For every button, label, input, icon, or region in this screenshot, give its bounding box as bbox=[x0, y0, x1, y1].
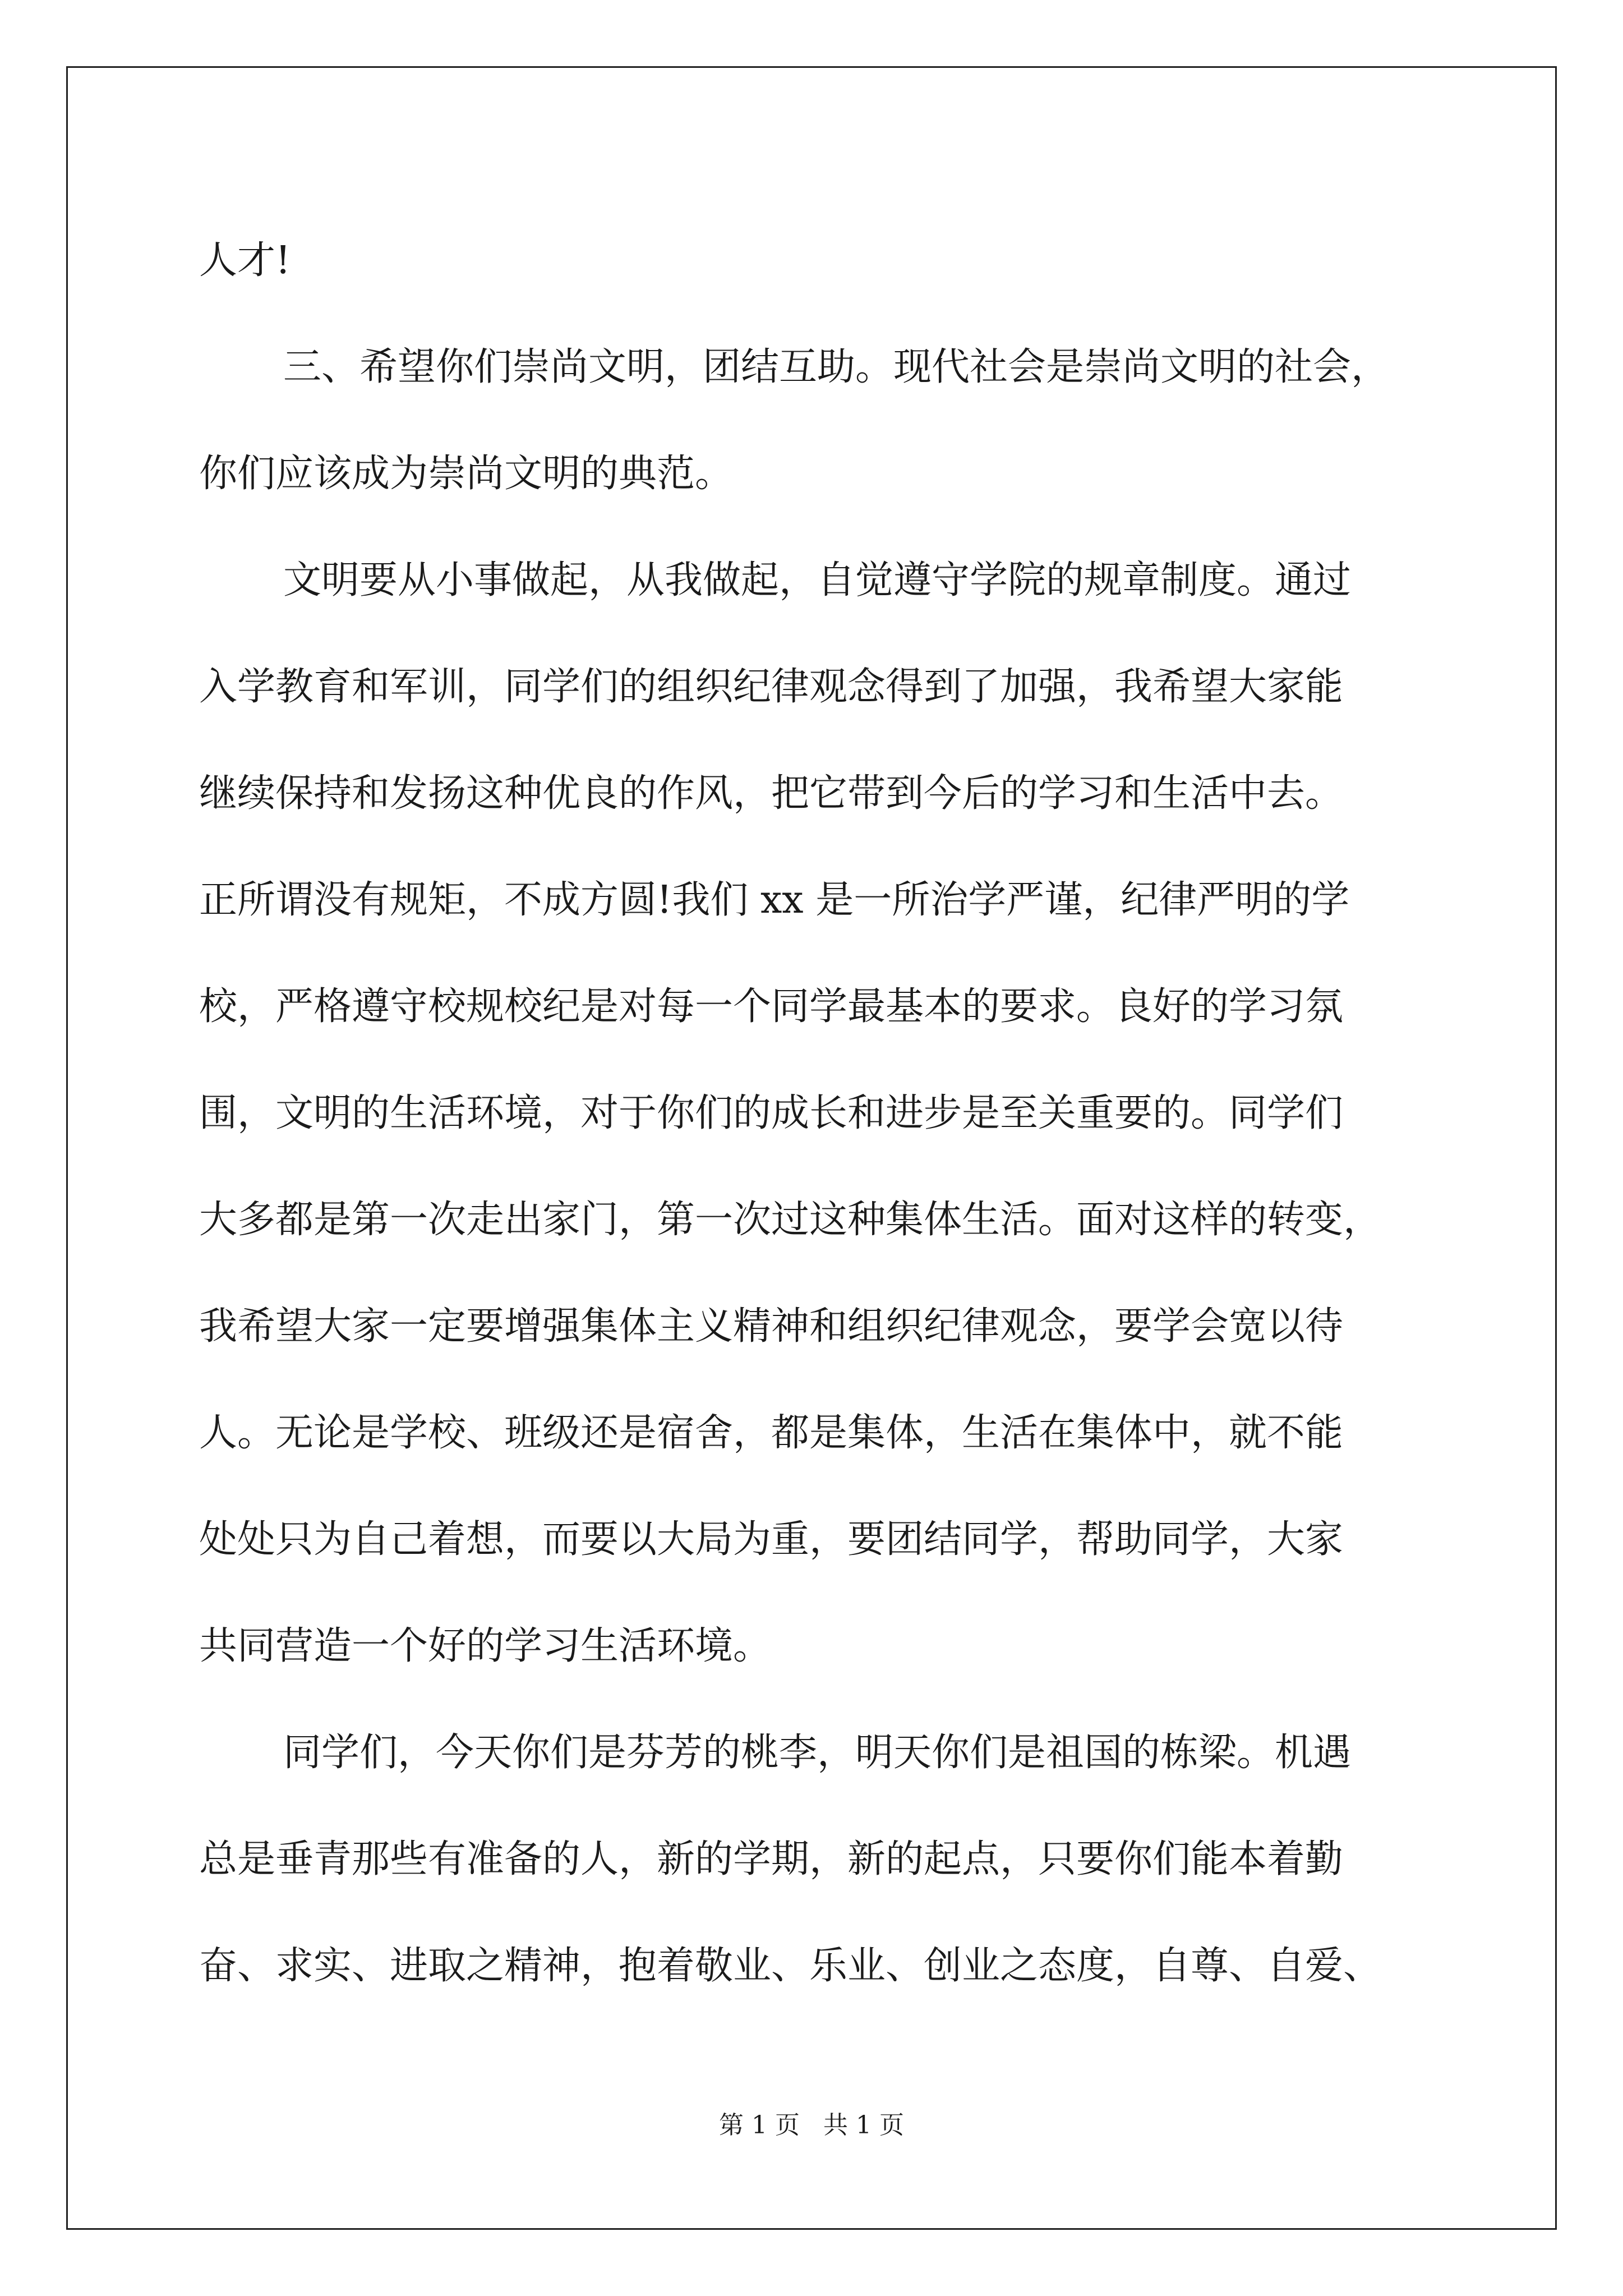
text-line: 人。无论是学校、班级还是宿舍，都是集体，生活在集体中，就不能 bbox=[199, 1411, 1344, 1455]
text-line: 文明要从小事做起，从我做起，自觉遵守学院的规章制度。通过 bbox=[283, 558, 1352, 602]
text-line: 继续保持和发扬这种优良的作风，把它带到今后的学习和生活中去。 bbox=[199, 771, 1344, 816]
text-line: 人才! bbox=[199, 238, 291, 283]
text-line: 同学们，今天你们是芬芳的桃李，明天你们是祖国的栋梁。机遇 bbox=[283, 1731, 1352, 1775]
text-line: 你们应该成为崇尚文明的典范。 bbox=[199, 452, 734, 496]
text-line: 校，严格遵守校规校纪是对每一个同学最基本的要求。良好的学习氛 bbox=[199, 984, 1344, 1029]
text-line: 总是垂青那些有准备的人，新的学期，新的起点，只要你们能本着勤 bbox=[199, 1837, 1344, 1881]
page-footer bbox=[0, 2105, 1623, 2141]
text-line: 三、希望你们崇尚文明，团结互助。现代社会是崇尚文明的社会， bbox=[283, 345, 1390, 389]
text-line: 围，文明的生活环境，对于你们的成长和进步是至关重要的。同学们 bbox=[199, 1091, 1344, 1135]
page-total: 共 1 页 bbox=[823, 2111, 904, 2139]
text-line: 处处只为自己着想，而要以大局为重，要团结同学，帮助同学，大家 bbox=[199, 1517, 1344, 1562]
text-line: 正所谓没有规矩，不成方圆!我们 xx 是一所治学严谨，纪律严明的学 bbox=[199, 878, 1350, 922]
text-line: 入学教育和军训，同学们的组织纪律观念得到了加强，我希望大家能 bbox=[199, 665, 1344, 709]
text-line: 我希望大家一定要增强集体主义精神和组织纪律观念，要学会宽以待 bbox=[199, 1304, 1344, 1349]
page-number: 第 1 页 bbox=[719, 2111, 800, 2139]
footer-spacer bbox=[800, 2111, 823, 2139]
document-body bbox=[199, 208, 1472, 2019]
text-line: 大多都是第一次走出家门，第一次过这种集体生活。面对这样的转变， bbox=[199, 1198, 1382, 1242]
text-line: 奋、求实、进取之精神，抱着敬业、乐业、创业之态度，自尊、自爱、 bbox=[199, 1944, 1382, 1988]
text-line: 共同营造一个好的学习生活环境。 bbox=[199, 1624, 772, 1668]
